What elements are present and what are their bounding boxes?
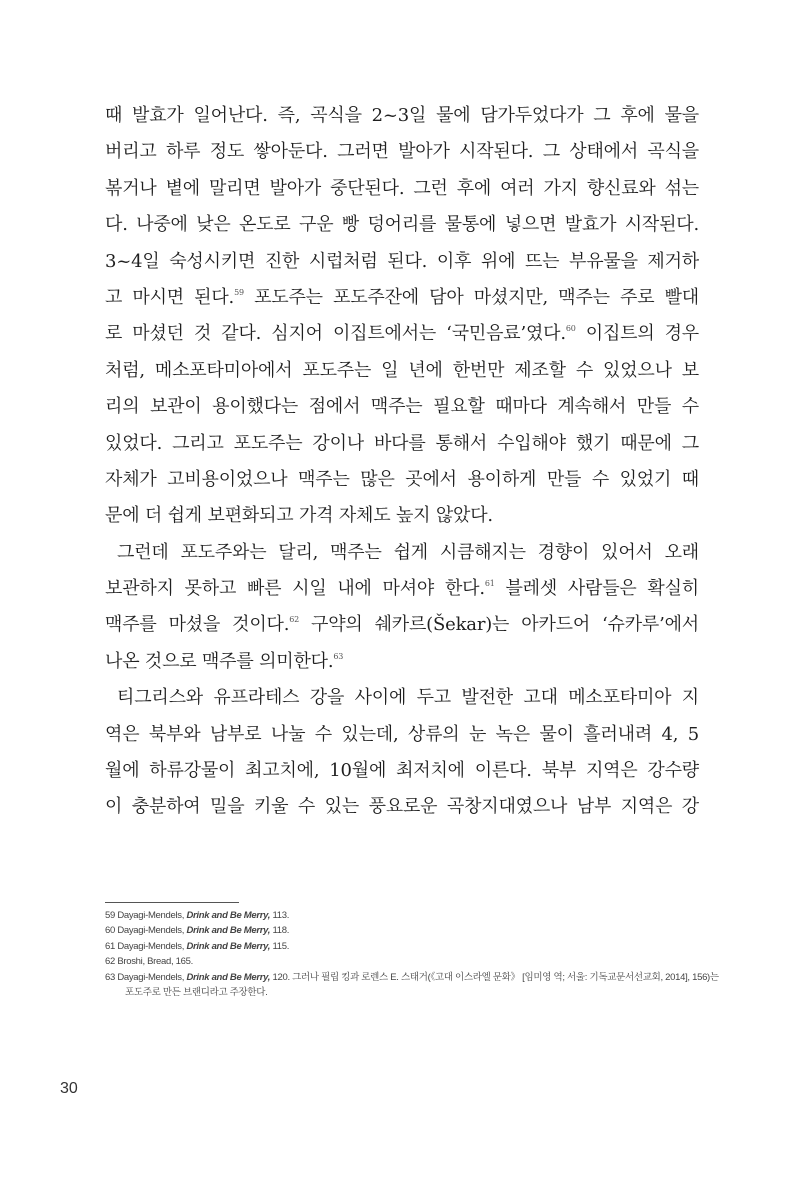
text-line <box>105 280 699 316</box>
text-line <box>105 644 699 680</box>
text-line <box>105 607 699 643</box>
footnote-pages: 120. 그러나 필립 킹과 로렌스 E. 스태거(《고대 이스라엘 문화》 [임미영 역; 서울: 기독교문서선교회, 2014], 156)는 <box>272 971 719 983</box>
footnotes <box>105 908 719 1000</box>
text-line: 다. 나중에 낮은 온도로 구운 빵 덩어리를 물통에 넣으면 발효가 시작된다. <box>105 214 699 236</box>
text-fragment: 고 마시면 된다. <box>105 286 235 308</box>
footnote-author: Dayagi-Mendels, <box>117 971 185 983</box>
text-fragment: 맥주를 마셨을 것이다. <box>105 614 290 636</box>
footnote-pages: 118. <box>272 925 290 937</box>
footnote-author: Dayagi-Mendels, <box>117 925 185 937</box>
footnote-author: Dayagi-Mendels, <box>117 910 185 921</box>
footnote-60 <box>105 923 705 938</box>
text-line: 리의 보관이 용이했다는 점에서 맥주는 필요할 때마다 계속해서 만들 수 <box>105 396 699 418</box>
footnote-ref[interactable]: 60 <box>565 324 576 334</box>
page-number: 30 <box>60 1080 78 1097</box>
text-line <box>105 571 699 607</box>
text-line: 볶거나 볕에 말리면 발아가 중단된다. 그런 후에 여러 가지 향신료와 섞는 <box>105 177 700 199</box>
body-text <box>105 98 699 826</box>
text-fragment: 구약의 쉐카르(Šekar)는 아카드어 ‘슈카루’에서 <box>299 614 699 636</box>
footnote-title: Drink and Be Merry, <box>186 971 271 983</box>
text-line: 때 발효가 일어난다. 즉, 곡식을 2~3일 물에 담가두었다가 그 후에 물을 <box>105 105 699 126</box>
footnote-63 <box>105 970 719 1001</box>
footnote-title: Drink and Be Merry, <box>186 910 271 921</box>
footnote-ref[interactable]: 59 <box>234 287 244 297</box>
text-fragment: 블레셋 사람들은 확실히 <box>494 578 699 600</box>
text-line: 그런데 포도주와는 달리, 맥주는 쉽게 시큼해지는 경향이 있어서 오래 <box>117 541 699 563</box>
footnote-author: Dayagi-Mendels, <box>117 940 185 952</box>
text-line: 버리고 하루 정도 쌓아둔다. 그러면 발아가 시작된다. 그 상태에서 곡식을 <box>105 141 699 163</box>
footnote-ref[interactable]: 63 <box>333 651 344 661</box>
footnote-divider <box>105 902 239 903</box>
text-line <box>105 316 699 352</box>
text-line: 있었다. 그리고 포도주는 강이나 바다를 통해서 수입해야 했기 때문에 그 <box>105 432 699 454</box>
footnote-59 <box>105 908 705 923</box>
text-fragment: 이집트의 경우 <box>575 323 699 345</box>
footnote-ref[interactable]: 62 <box>289 615 300 625</box>
footnote-title: Drink and Be Merry, <box>186 925 271 937</box>
footnote-pages: 115. <box>272 940 290 952</box>
footnote-number: 61 <box>105 940 115 952</box>
footnote-61 <box>105 939 705 954</box>
footnote-number: 62 <box>105 956 115 968</box>
footnote-pages: 113. <box>272 910 290 921</box>
text-line: 자체가 고비용이었으나 맥주는 많은 곳에서 용이하게 만들 수 있었기 때 <box>105 468 699 490</box>
footnote-ref[interactable]: 61 <box>484 579 495 589</box>
footnote-number: 60 <box>105 925 115 937</box>
text-line: 문에 더 쉽게 보편화되고 가격 자체도 높지 않았다. <box>105 505 493 527</box>
text-fragment: 나온 것으로 맥주를 의미한다. <box>105 650 334 672</box>
text-line: 처럼, 메소포타미아에서 포도주는 일 년에 한번만 제조할 수 있었으나 보 <box>105 359 699 381</box>
text-line: 역은 북부와 남부로 나눌 수 있는데, 상류의 눈 녹은 물이 흘러내려 4, 5 <box>105 723 699 745</box>
footnote-number: 59 <box>105 910 115 921</box>
footnote-author: Broshi, Bread, 165. <box>117 956 193 968</box>
text-fragment: 보관하지 못하고 빠른 시일 내에 마셔야 한다. <box>105 578 485 600</box>
text-line: 이 충분하여 밀을 키울 수 있는 풍요로운 곡창지대였으나 남부 지역은 강 <box>105 796 699 818</box>
footnote-62 <box>105 954 705 969</box>
text-line: 3~4일 숙성시키면 진한 시럽처럼 된다. 이후 위에 뜨는 부유물을 제거하 <box>105 250 699 272</box>
text-fragment: 로 마셨던 것 같다. 심지어 이집트에서는 ‘국민음료’였다. <box>105 323 566 345</box>
text-line: 월에 하류강물이 최고치에, 10월에 최저치에 이른다. 북부 지역은 강수량 <box>105 760 699 782</box>
text-line: 티그리스와 유프라테스 강을 사이에 두고 발전한 고대 메소포타미아 지 <box>117 687 699 709</box>
footnote-continuation: 포도주로 만든 브랜디라고 주장한다. <box>125 987 268 999</box>
footnote-title: Drink and Be Merry, <box>186 940 271 952</box>
text-fragment: 포도주는 포도주잔에 담아 마셨지만, 맥주는 주로 빨대 <box>243 286 699 308</box>
footnote-number: 63 <box>105 971 115 983</box>
